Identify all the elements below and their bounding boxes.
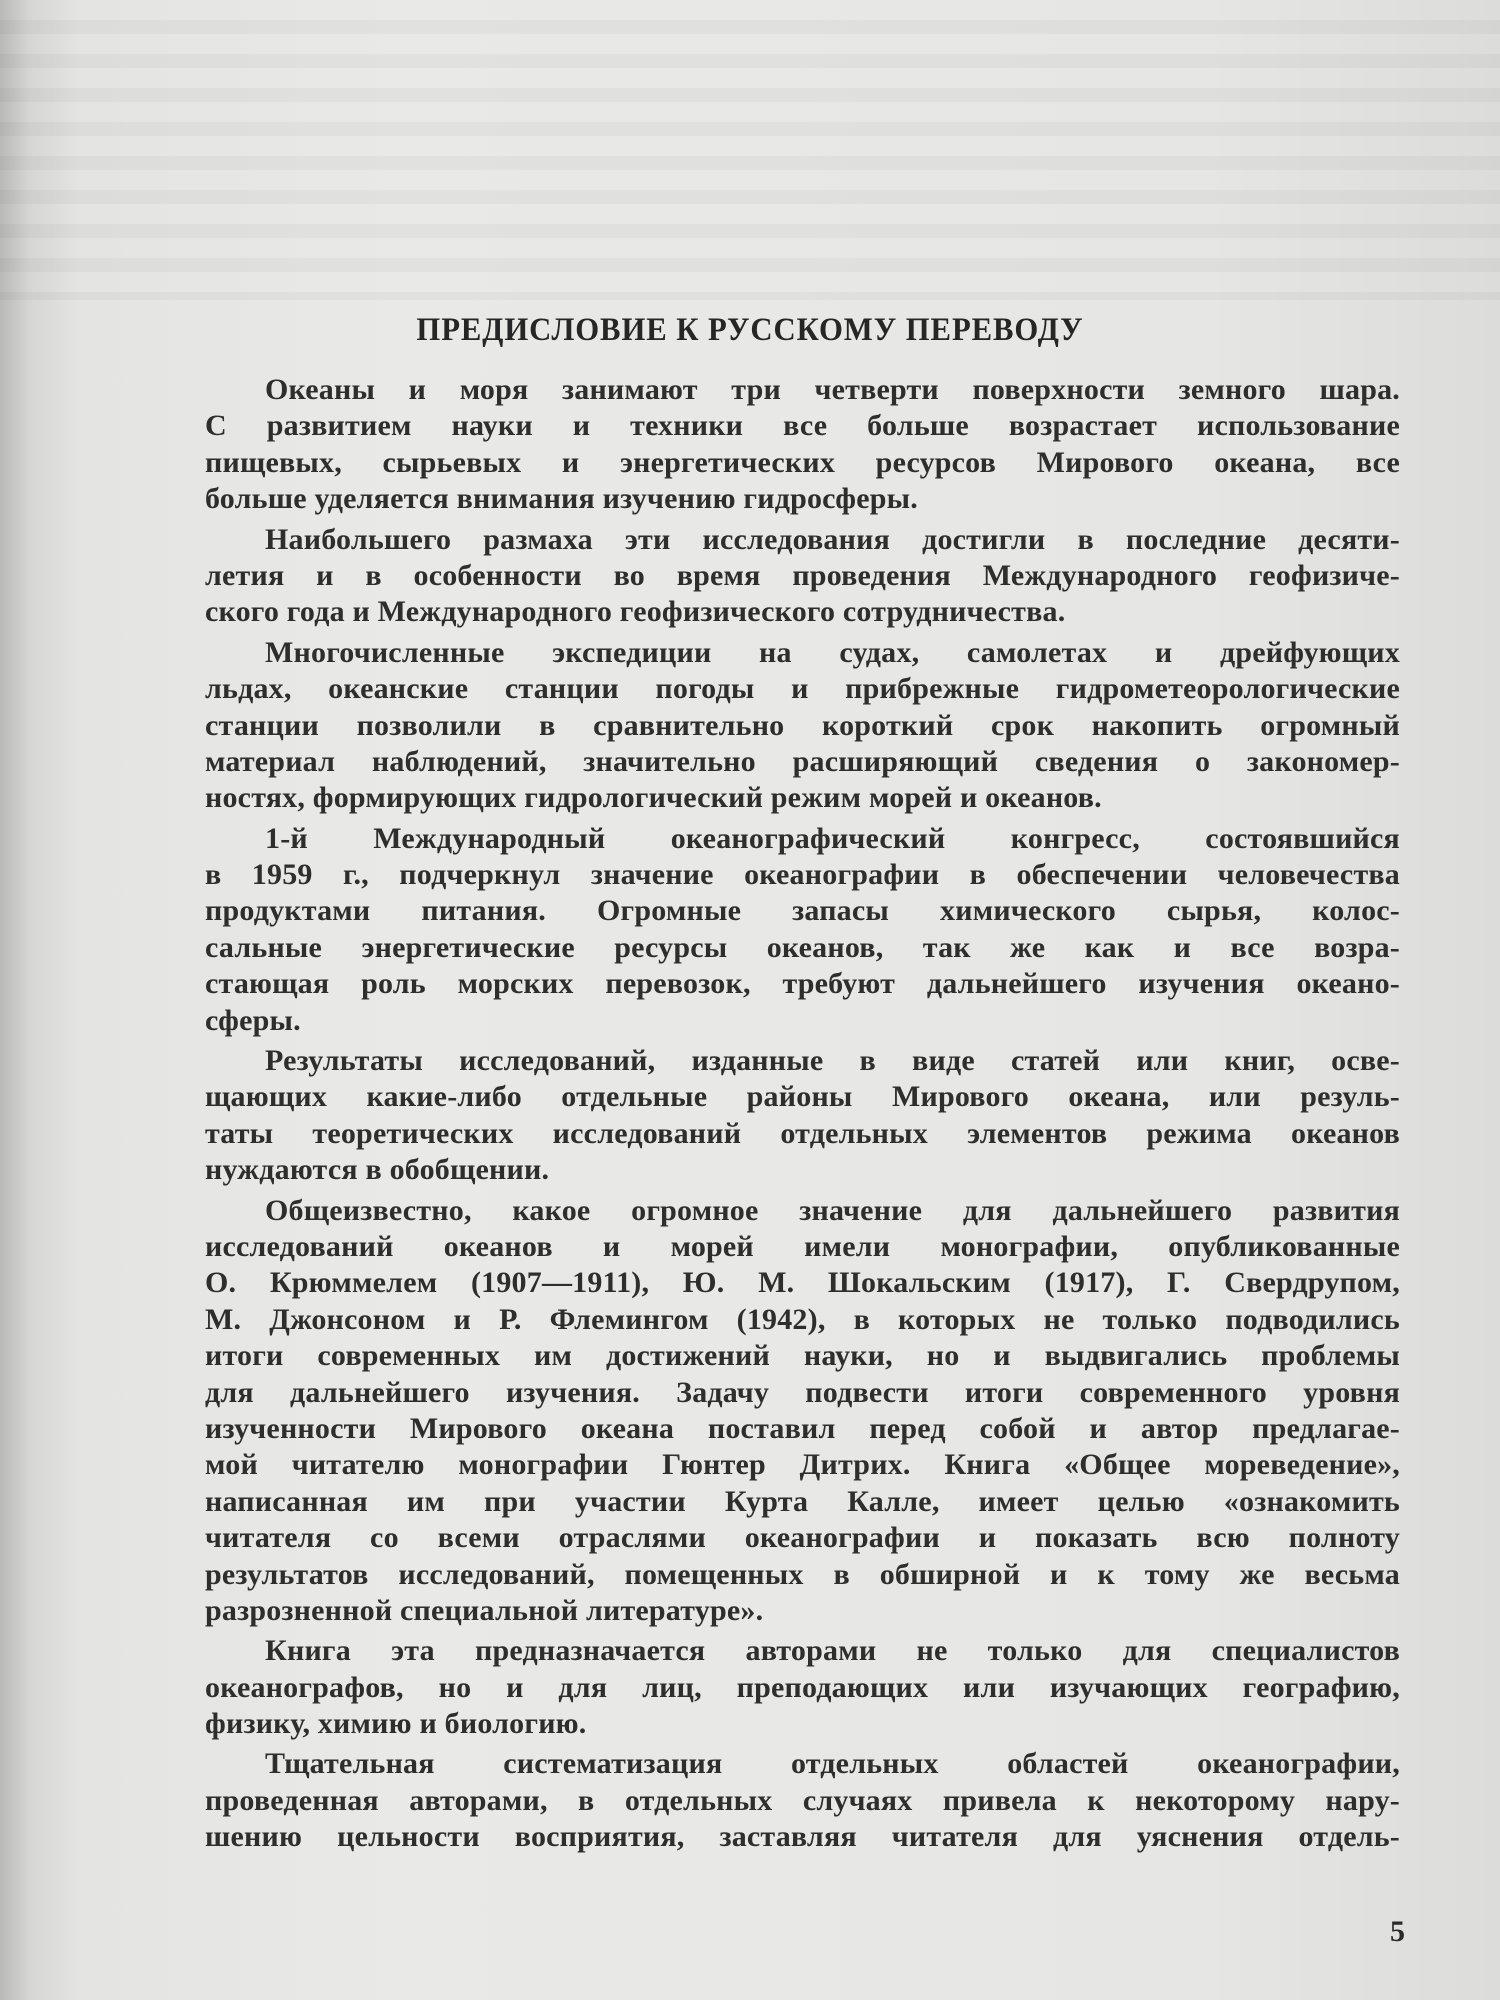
- text-line: Наибольшего размаха эти исследования достигли в последние десяти-: [265, 522, 1400, 556]
- text-line: Общеизвестно, какое огромное значение для дальнейшего развития: [265, 1193, 1400, 1227]
- text-line: читателя со всеми отраслями океанографии и показать всю полноту: [205, 1521, 1400, 1555]
- text-line: О. Крюммелем (1907—1911), Ю. М. Шокальским (1917), Г. Свердрупом,: [205, 1266, 1400, 1300]
- text-line: ностях, формирующих гидрологический режим морей и океанов.: [205, 781, 1102, 815]
- text-line: продуктами питания. Огромные запасы химического сырья, колос-: [205, 894, 1400, 928]
- text-line: Книга эта предназначается авторами не только для специалистов: [265, 1634, 1400, 1668]
- text-line: океанографов, но и для лиц, преподающих или изучающих географию,: [205, 1670, 1400, 1704]
- text-line: исследований океанов и морей имели монографии, опубликованные: [205, 1229, 1400, 1263]
- page-title: ПРЕДИСЛОВИЕ К РУССКОМУ ПЕРЕВОДУ: [416, 312, 1084, 348]
- text-line: физику, химию и биологию.: [205, 1707, 587, 1741]
- text-line: таты теоретических исследований отдельных элементов режима океанов: [205, 1116, 1400, 1150]
- text-line: изученности Мирового океана поставил перед собой и автор предлагае-: [205, 1411, 1400, 1445]
- text-line: С развитием науки и техники все больше возрастает использование: [205, 409, 1400, 443]
- text-line: написанная им при участии Курта Калле, имеет целью «ознакомить: [205, 1484, 1400, 1518]
- text-line: 1-й Международный океанографический конгресс, состоявшийся: [265, 821, 1400, 855]
- text-line: нуждаются в обобщении.: [205, 1153, 550, 1187]
- body-text: [205, 372, 1400, 1856]
- text-line: М. Джонсоном и Р. Флемингом (1942), в которых не только подводились: [205, 1302, 1400, 1336]
- text-line: для дальнейшего изучения. Задачу подвести итоги современного уровня: [205, 1375, 1400, 1409]
- paragraph: [205, 372, 1400, 518]
- text-line: Результаты исследований, изданные в виде статей или книг, осве-: [265, 1044, 1400, 1078]
- paragraph: [205, 1633, 1400, 1742]
- text-line: итоги современных им достижений науки, но и выдвигались проблемы: [205, 1339, 1400, 1373]
- text-line: материал наблюдений, значительно расширяющий сведения о закономер-: [205, 744, 1400, 778]
- text-line: разрозненной специальной литературе».: [205, 1593, 764, 1627]
- paragraph: [205, 1193, 1400, 1630]
- paragraph: [205, 1043, 1400, 1189]
- text-line: стающая роль морских перевозок, требуют дальнейшего изучения океано-: [205, 967, 1400, 1001]
- text-line: сальные энергетические ресурсы океанов, так же как и все возра-: [205, 930, 1400, 964]
- text-line: щающих какие-либо отдельные районы Мирового океана, или резуль-: [205, 1080, 1400, 1114]
- page-number: 5: [1390, 1915, 1405, 1948]
- text-line: пищевых, сырьевых и энергетических ресурсов Мирового океана, все: [205, 445, 1400, 479]
- text-line: льдах, океанские станции погоды и прибрежные гидрометеорологические: [205, 672, 1400, 706]
- text-line: Тщательная систематизация отдельных областей океанографии,: [265, 1747, 1400, 1781]
- text-line: больше уделяется внимания изучению гидросферы.: [205, 482, 918, 516]
- paragraph: [205, 635, 1400, 817]
- paragraph: [205, 522, 1400, 631]
- text-line: проведенная авторами, в отдельных случаях привела к некоторому нару-: [205, 1783, 1400, 1817]
- text-line: ского года и Международного геофизического сотрудничества.: [205, 595, 1066, 629]
- text-line: результатов исследований, помещенных в обширной и к тому же весьма: [205, 1557, 1400, 1591]
- text-line: шению цельности восприятия, заставляя читателя для уяснения отдель-: [205, 1820, 1400, 1854]
- bleed-through-text: [0, 0, 1500, 300]
- text-line: в 1959 г., подчеркнул значение океанографии в обеспечении человечества: [205, 858, 1400, 892]
- text-line: сферы.: [205, 1003, 301, 1037]
- paragraph: [205, 1746, 1400, 1855]
- text-line: Океаны и моря занимают три четверти поверхности земного шара.: [265, 373, 1400, 406]
- paragraph: [205, 821, 1400, 1039]
- text-line: мой читателю монографии Гюнтер Дитрих. Книга «Общее мореведение»,: [205, 1448, 1400, 1482]
- text-line: станции позволили в сравнительно короткий срок накопить огромный: [205, 708, 1400, 742]
- text-line: Многочисленные экспедиции на судах, самолетах и дрейфующих: [265, 635, 1400, 669]
- text-line: летия и в особенности во время проведения Международного геофизиче-: [205, 558, 1400, 592]
